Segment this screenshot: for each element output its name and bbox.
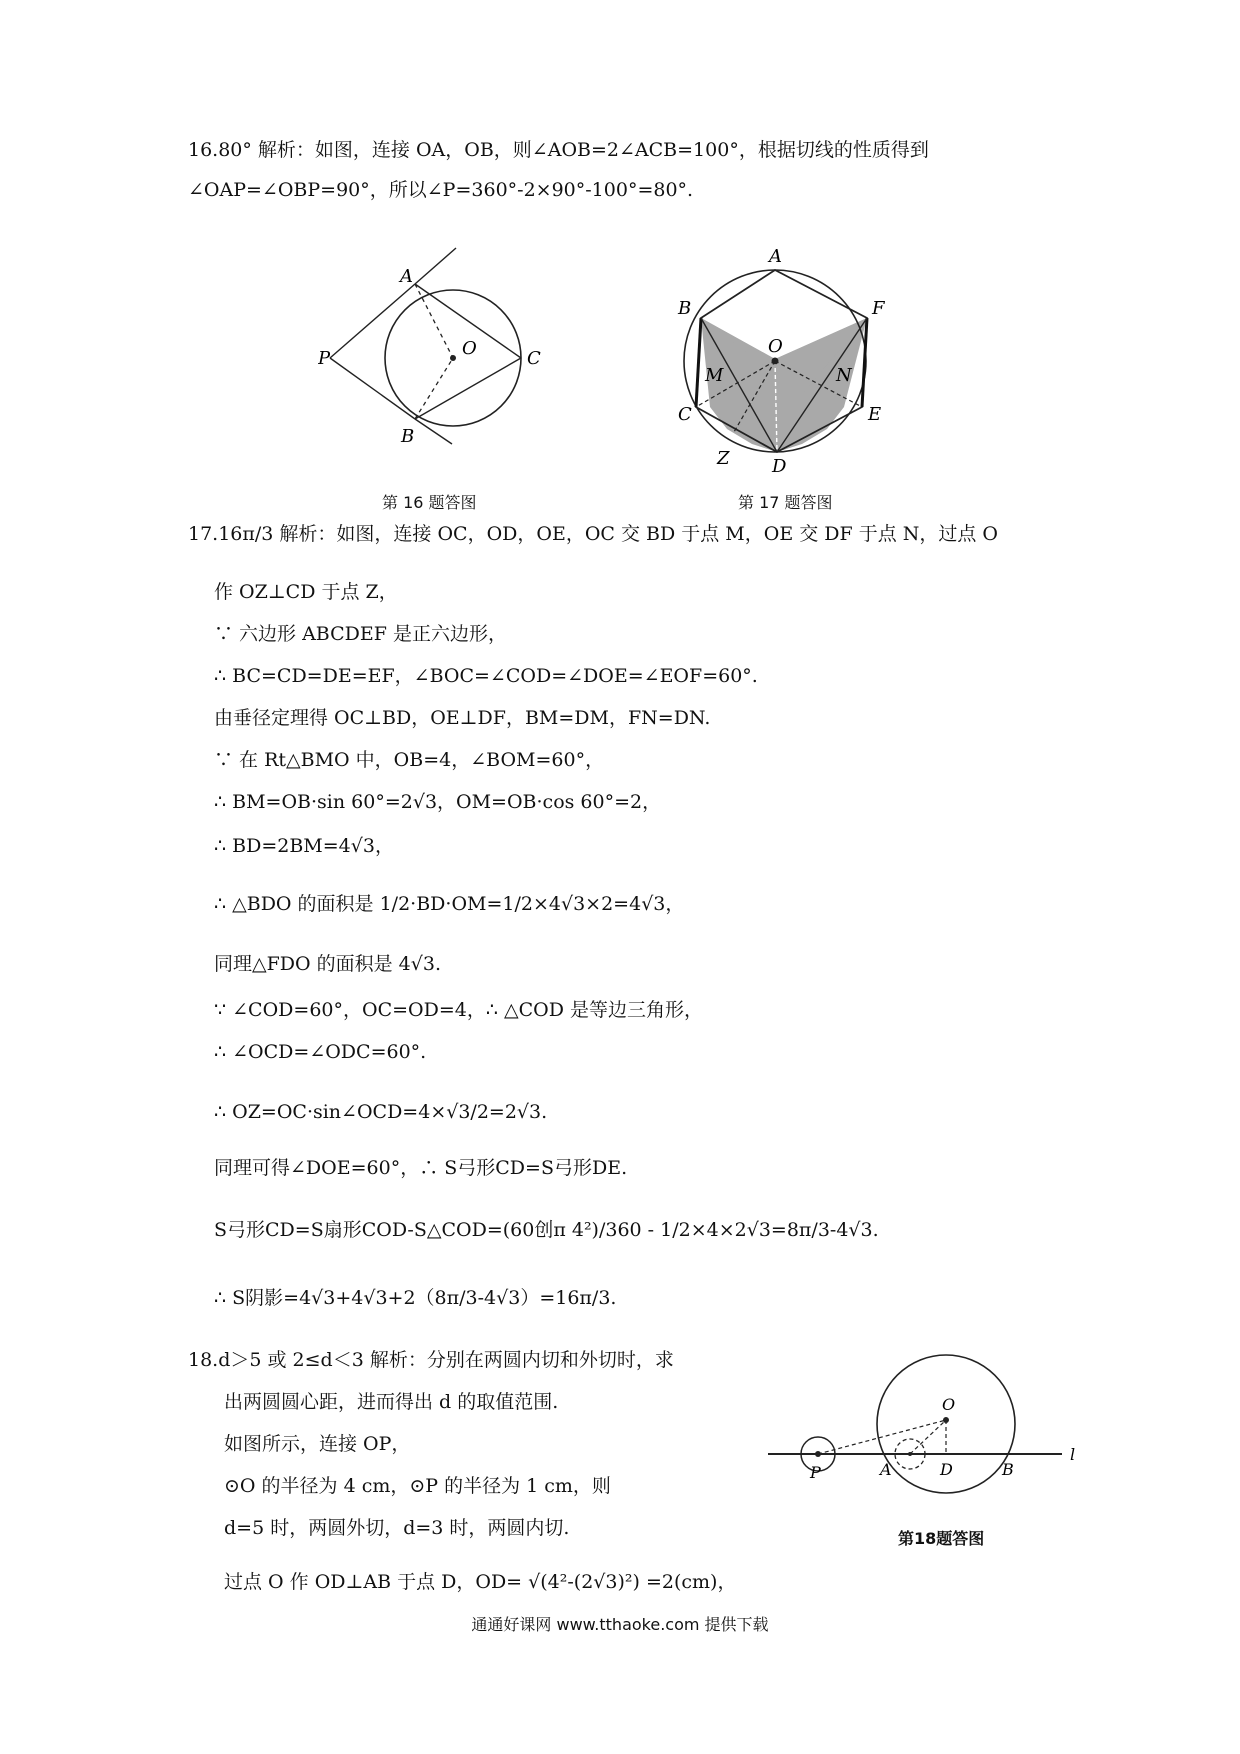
figure-17-caption: 第 17 题答图: [738, 493, 833, 512]
solution-17-line-14: 同理可得∠DOE=60°，∴ S弓形CD=S弓形DE.: [214, 1157, 628, 1179]
solution-18-line-5: d=5 时，两圆外切，d=3 时，两圆内切.: [224, 1517, 570, 1539]
solution-18-line-3: 如图所示，连接 OP，: [224, 1433, 411, 1455]
fig16-label-a: A: [400, 266, 413, 287]
figure-18: [766, 1354, 1086, 1504]
fig18-label-d: D: [940, 1460, 953, 1479]
fig16-label-p: P: [318, 348, 331, 369]
solution-17-line-1: 17.16π/3 解析：如图，连接 OC，OD，OE，OC 交 BD 于点 M，OE 交 DF 于点 N，过点 O: [188, 523, 999, 545]
fig17-label-b: B: [678, 298, 692, 319]
solution-17-line-13: ∴ OZ=OC·sin∠OCD=4×√3/2=2√3.: [214, 1101, 548, 1123]
fig18-label-b: B: [1002, 1460, 1014, 1479]
fig17-label-n: N: [836, 365, 852, 386]
fig17-label-c: C: [678, 404, 692, 425]
figure-18-caption: 第18题答图: [898, 1529, 985, 1548]
fig17-label-m: M: [705, 365, 724, 386]
solution-17-line-7: ∴ BM=OB·sin 60°=2√3，OM=OB·cos 60°=2，: [214, 791, 662, 813]
solution-17-line-3: ∵ 六边形 ABCDEF 是正六边形，: [214, 623, 507, 645]
solution-17-line-11: ∵ ∠COD=60°，OC=OD=4，∴ △COD 是等边三角形，: [214, 999, 703, 1021]
solution-18-line-2: 出两圆圆心距，进而得出 d 的取值范围.: [224, 1391, 559, 1413]
solution-17-line-9: ∴ △BDO 的面积是 1/2·BD·OM=1/2×4√3×2=4√3，: [214, 893, 685, 915]
fig17-label-e: E: [868, 404, 882, 425]
figure-17: [672, 244, 892, 478]
solution-17-line-10: 同理△FDO 的面积是 4√3.: [214, 953, 442, 975]
figure-16-caption: 第 16 题答图: [382, 493, 477, 512]
fig16-label-b: B: [401, 426, 415, 446]
figure-16: [318, 246, 570, 446]
solution-17-line-15: S弓形CD=S扇形COD-S△COD=(60创π 4²)/360 - 1/2×4×2√3=8π/3-4√3.: [214, 1219, 879, 1241]
fig17-label-a: A: [769, 246, 782, 267]
solution-16-line-1: 16.80° 解析：如图，连接 OA，OB，则∠AOB=2∠ACB=100°，根据切线的性质得到: [188, 139, 929, 161]
fig18-label-l: l: [1070, 1445, 1076, 1464]
fig18-label-o: O: [942, 1395, 956, 1414]
solution-17-line-6: ∵ 在 Rt△BMO 中，OB=4，∠BOM=60°，: [214, 749, 605, 771]
fig17-label-f: F: [872, 298, 885, 319]
solution-17-line-2: 作 OZ⊥CD 于点 Z，: [214, 581, 398, 603]
solution-17-line-12: ∴ ∠OCD=∠ODC=60°.: [214, 1041, 427, 1063]
fig17-label-d: D: [772, 456, 787, 477]
fig18-label-p: P: [810, 1463, 821, 1482]
solution-17-line-5: 由垂径定理得 OC⊥BD，OE⊥DF，BM=DM，FN=DN.: [214, 707, 711, 729]
fig16-label-o: O: [462, 338, 477, 359]
solution-18-line-6: 过点 O 作 OD⊥AB 于点 D，OD= √(4²-(2√3)²) =2(cm)，: [224, 1571, 737, 1593]
fig18-label-a: A: [880, 1460, 892, 1479]
solution-16-line-2: ∠OAP=∠OBP=90°，所以∠P=360°-2×90°-100°=80°.: [188, 179, 694, 201]
solution-17-line-8: ∴ BD=2BM=4√3，: [214, 835, 394, 857]
fig17-label-o: O: [768, 336, 783, 357]
solution-17-line-4: ∴ BC=CD=DE=EF，∠BOC=∠COD=∠DOE=∠EOF=60°.: [214, 665, 758, 687]
solution-18-line-4: ⊙O 的半径为 4 cm，⊙P 的半径为 1 cm，则: [224, 1475, 611, 1497]
page-footer: 通通好课网 www.tthaoke.com 提供下载: [471, 1615, 769, 1634]
solution-18-line-1: 18.d＞5 或 2≤d＜3 解析：分别在两圆内切和外切时，求: [188, 1349, 674, 1371]
fig17-label-z: Z: [717, 448, 730, 469]
fig16-label-c: C: [527, 348, 541, 369]
solution-17-line-16: ∴ S阴影=4√3+4√3+2（8π/3-4√3）=16π/3.: [214, 1287, 617, 1309]
